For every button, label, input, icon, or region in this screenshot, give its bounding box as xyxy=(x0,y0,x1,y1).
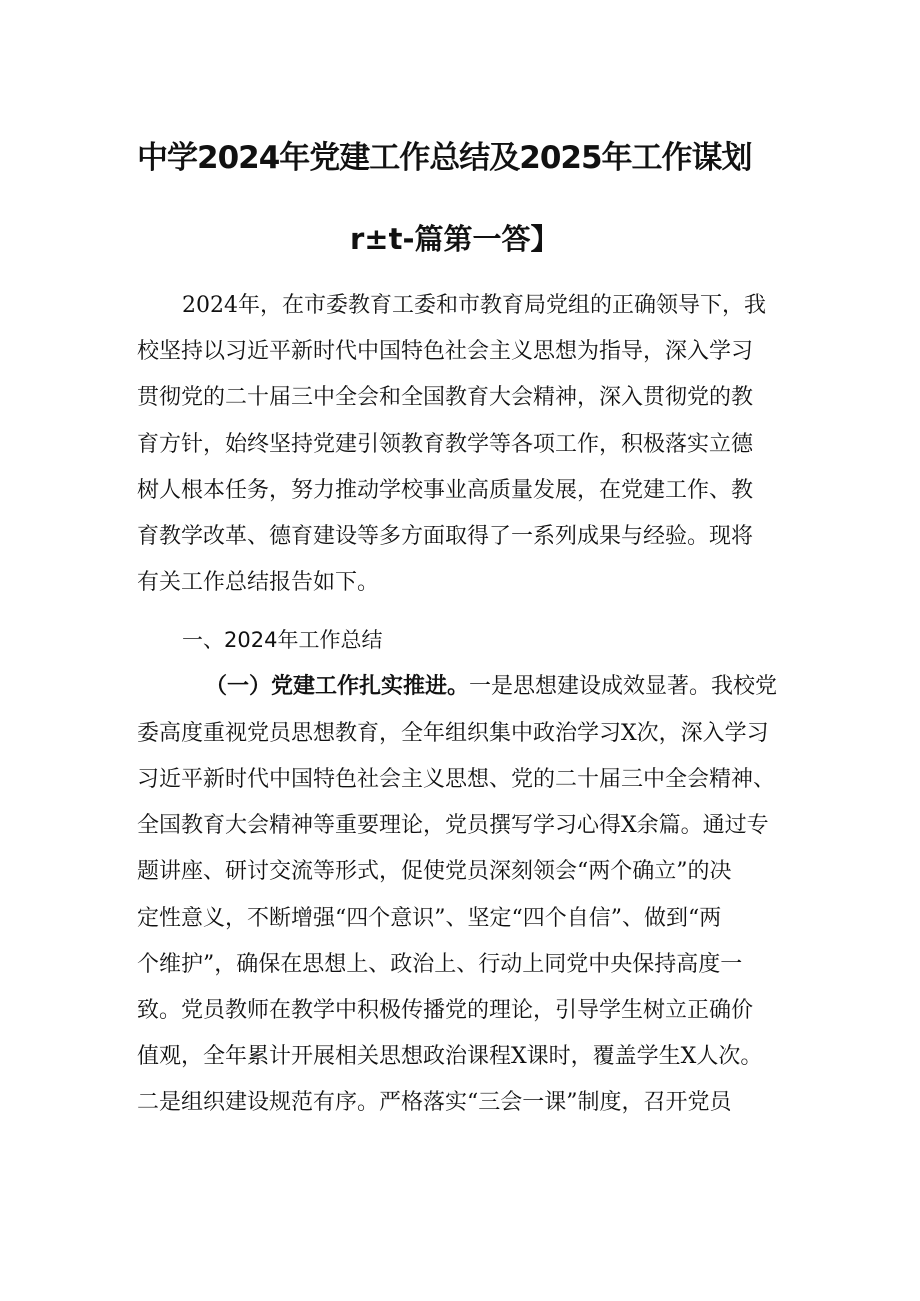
paragraph-line: 定性意义，不断增强“四个意识”、坚定“四个自信”、做到“两 xyxy=(137,906,722,931)
paragraph-line: 全国教育大会精神等重要理论，党员撰写学习心得X余篇。通过专 xyxy=(137,813,769,838)
section-heading: 一、2024年工作总结 xyxy=(182,628,383,652)
paragraph-line: 贯彻党的二十届三中全会和全国教育大会精神，深入贯彻党的教 xyxy=(137,385,754,410)
paragraph-line: 2024年，在市委教育工委和市教育局党组的正确领导下，我 xyxy=(182,293,766,318)
paragraph-line: 习近平新时代中国特色社会主义思想、党的二十届三中全会精神、 xyxy=(137,767,776,792)
paragraph-line: 致。党员教师在教学中积极传播党的理论，引导学生树立正确价 xyxy=(137,998,754,1023)
paragraph-line: 委高度重视党员思想教育，全年组织集中政治学习X次，深入学习 xyxy=(137,721,769,746)
paragraph-line: 值观，全年累计开展相关思想政治课程X课时，覆盖学生X人次。 xyxy=(137,1044,763,1069)
paragraph-line: 一是思想建设成效显著。我校党 xyxy=(469,674,778,699)
document-subtitle: r±t-篇第一答】 xyxy=(350,222,560,256)
paragraph-line: 题讲座、研讨交流等形式，促使党员深刻领会“两个确立”的决 xyxy=(137,859,732,884)
paragraph-line: 树人根本任务，努力推动学校事业高质量发展，在党建工作、教 xyxy=(137,478,754,503)
paragraph-line: 育教学改革、德育建设等多方面取得了一系列成果与经验。现将 xyxy=(137,524,754,549)
paragraph-line: 校坚持以习近平新时代中国特色社会主义思想为指导，深入学习 xyxy=(137,339,754,364)
paragraph-line: 有关工作总结报告如下。 xyxy=(137,570,380,595)
paragraph-line: 二是组织建设规范有序。严格落实“三会一课”制度，召开党员 xyxy=(137,1090,732,1115)
subsection-first-line xyxy=(205,664,777,710)
document-title: 中学2024年党建工作总结及2025年工作谋划 xyxy=(137,140,752,176)
paragraph-line: 个维护”，确保在思想上、政治上、行动上同党中央保持高度一 xyxy=(137,952,743,977)
paragraph-line: 育方针，始终坚持党建引领教育教学等各项工作，积极落实立德 xyxy=(137,432,754,457)
subsection-heading: （一）党建工作扎实推进。 xyxy=(205,674,470,699)
